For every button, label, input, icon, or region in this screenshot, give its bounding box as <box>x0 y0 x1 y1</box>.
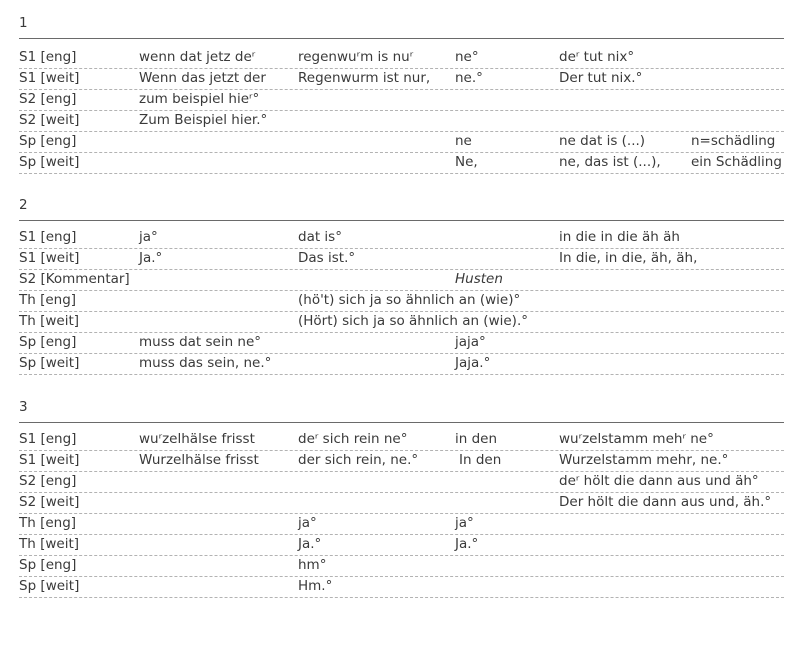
table-row <box>19 429 784 451</box>
utterance-cell: ja° <box>298 515 317 531</box>
speaker-label: S2 [eng] <box>19 473 77 489</box>
block-divider <box>19 220 784 221</box>
table-row <box>19 534 784 556</box>
utterance-cell: muss dat sein ne° <box>139 334 262 350</box>
block-number: 2 <box>19 197 28 213</box>
block-number: 3 <box>19 399 28 415</box>
speaker-label: Th [eng] <box>19 292 77 308</box>
utterance-cell: wuʳzelstamm mehʳ ne° <box>559 431 714 447</box>
utterance-cell: muss das sein, ne.° <box>139 355 272 371</box>
speaker-label: S2 [weit] <box>19 112 80 128</box>
utterance-cell: Wenn das jetzt der <box>139 70 266 86</box>
table-row <box>19 131 784 153</box>
speaker-label: Sp [weit] <box>19 355 80 371</box>
utterance-cell: wenn dat jetz deʳ <box>139 49 256 65</box>
utterance-cell: deʳ tut nix° <box>559 49 635 65</box>
speaker-label: S1 [weit] <box>19 70 80 86</box>
utterance-cell: Ja.° <box>139 250 163 266</box>
utterance-cell: Hm.° <box>298 578 333 594</box>
utterance-cell: Ja.° <box>455 536 479 552</box>
table-row <box>19 471 784 493</box>
utterance-cell: Der hölt die dann aus und, äh.° <box>559 494 772 510</box>
speaker-label: Sp [eng] <box>19 133 77 149</box>
speaker-label: Sp [eng] <box>19 557 77 573</box>
utterance-cell: n=schädling <box>691 133 776 149</box>
utterance-cell: In den <box>459 452 502 468</box>
utterance-cell: (hö't) sich ja so ähnlich an (wie)° <box>298 292 521 308</box>
utterance-cell: Das ist.° <box>298 250 356 266</box>
utterance-cell: hm° <box>298 557 327 573</box>
block-divider <box>19 38 784 39</box>
utterance-cell: (Hört) sich ja so ähnlich an (wie).° <box>298 313 528 329</box>
table-row <box>19 248 784 270</box>
speaker-label: Th [eng] <box>19 515 77 531</box>
utterance-cell: ne° <box>455 49 479 65</box>
speaker-label: Sp [weit] <box>19 154 80 170</box>
speaker-label: S1 [eng] <box>19 229 77 245</box>
utterance-cell: in den <box>455 431 498 447</box>
table-row <box>19 290 784 312</box>
comment-cell: Husten <box>455 271 503 287</box>
utterance-cell: Regenwurm ist nur, <box>298 70 431 86</box>
table-row <box>19 332 784 354</box>
utterance-cell: deʳ hölt die dann aus und äh° <box>559 473 759 489</box>
speaker-label: S1 [weit] <box>19 250 80 266</box>
speaker-label: Th [weit] <box>19 536 80 552</box>
speaker-label: S2 [Kommentar] <box>19 271 130 287</box>
speaker-label: Sp [eng] <box>19 334 77 350</box>
speaker-label: S2 [eng] <box>19 91 77 107</box>
table-row <box>19 311 784 333</box>
utterance-cell: In die, in die, äh, äh, <box>559 250 698 266</box>
table-row <box>19 450 784 472</box>
speaker-label: Sp [weit] <box>19 578 80 594</box>
utterance-cell: zum beispiel hieʳ° <box>139 91 260 107</box>
table-row <box>19 492 784 514</box>
speaker-label: S1 [eng] <box>19 49 77 65</box>
utterance-cell: ein Schädling <box>691 154 782 170</box>
utterance-cell: ne, das ist (...), <box>559 154 661 170</box>
speaker-label: S1 [eng] <box>19 431 77 447</box>
utterance-cell: ne <box>455 133 472 149</box>
utterance-cell: jaja° <box>455 334 486 350</box>
block-number: 1 <box>19 15 28 31</box>
utterance-cell: ne dat is (...) <box>559 133 646 149</box>
table-row <box>19 89 784 111</box>
table-row <box>19 152 784 174</box>
utterance-cell: Zum Beispiel hier.° <box>139 112 268 128</box>
speaker-label: S1 [weit] <box>19 452 80 468</box>
table-row <box>19 110 784 132</box>
utterance-cell: der sich rein, ne.° <box>298 452 419 468</box>
utterance-cell: Der tut nix.° <box>559 70 643 86</box>
table-row <box>19 68 784 90</box>
utterance-cell: ne.° <box>455 70 483 86</box>
table-row <box>19 576 784 598</box>
utterance-cell: in die in die äh äh <box>559 229 680 245</box>
block-divider <box>19 422 784 423</box>
table-row <box>19 227 784 249</box>
utterance-cell: Jaja.° <box>455 355 491 371</box>
utterance-cell: ja° <box>139 229 158 245</box>
utterance-cell: dat is° <box>298 229 342 245</box>
utterance-cell: ja° <box>455 515 474 531</box>
table-row <box>19 555 784 577</box>
utterance-cell: regenwuʳm is nuʳ <box>298 49 414 65</box>
utterance-cell: Ne, <box>455 154 478 170</box>
table-row <box>19 47 784 69</box>
table-row <box>19 269 784 291</box>
table-row <box>19 513 784 535</box>
speaker-label: S2 [weit] <box>19 494 80 510</box>
utterance-cell: Ja.° <box>298 536 322 552</box>
utterance-cell: wuʳzelhälse frisst <box>139 431 255 447</box>
utterance-cell: deʳ sich rein ne° <box>298 431 408 447</box>
utterance-cell: Wurzelstamm mehr, ne.° <box>559 452 729 468</box>
table-row <box>19 353 784 375</box>
speaker-label: Th [weit] <box>19 313 80 329</box>
utterance-cell: Wurzelhälse frisst <box>139 452 259 468</box>
